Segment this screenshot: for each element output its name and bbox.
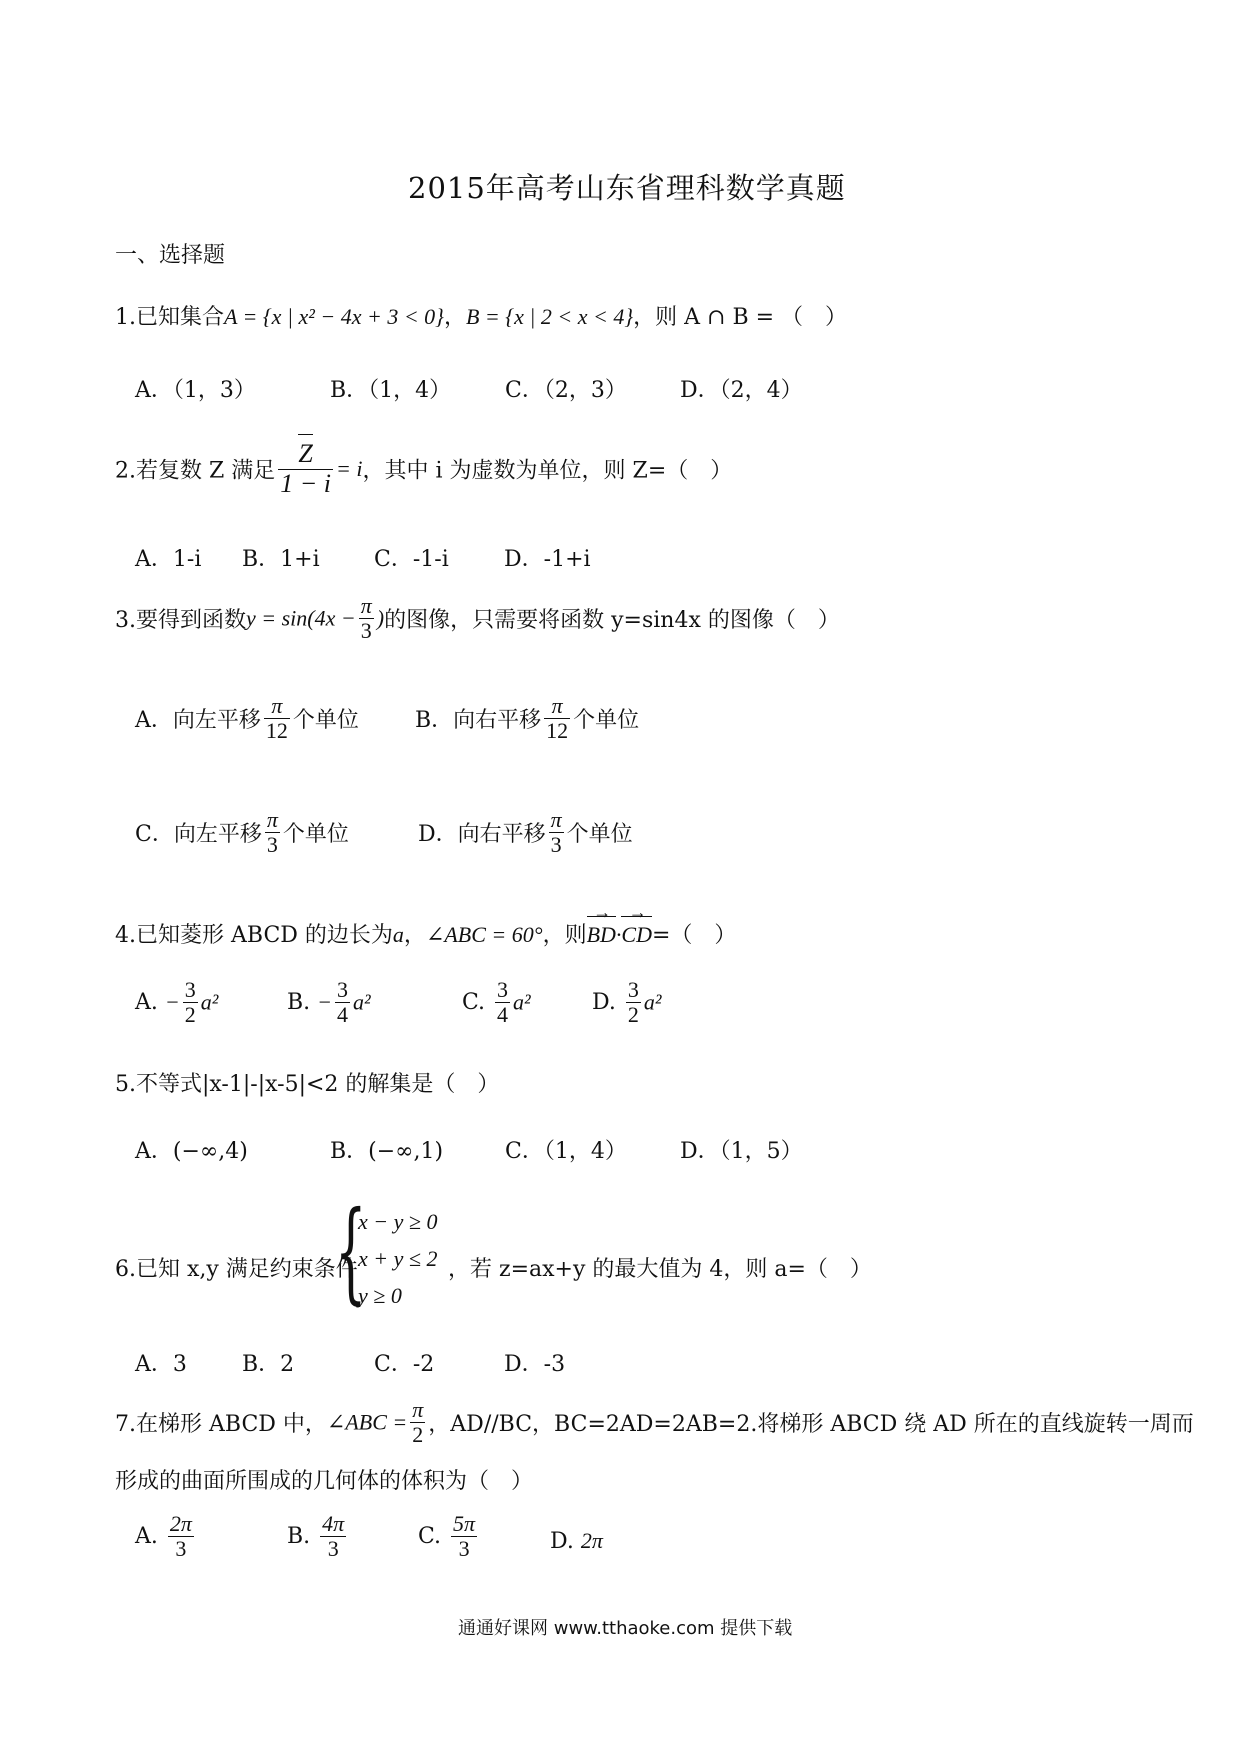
q3-b-num: π bbox=[544, 694, 570, 719]
q3-b-unit: 个单位 bbox=[573, 708, 640, 734]
q2-suffix: ，其中 i 为虚数为单位，则 Z=（ ） bbox=[362, 458, 733, 484]
q3-fraction bbox=[359, 594, 374, 643]
q7-a-fraction bbox=[168, 1512, 194, 1561]
q3-d-label: D．向右平移 bbox=[418, 822, 546, 848]
q1-option-a: A．（1，3） bbox=[135, 378, 256, 403]
q4-vector-bd: BD → bbox=[587, 922, 616, 948]
q4-b-den: 4 bbox=[337, 1002, 349, 1028]
question-7 bbox=[115, 1398, 1194, 1447]
q7-option-d bbox=[550, 1528, 603, 1554]
q4-angle: ∠ABC = 60° bbox=[425, 922, 543, 947]
q3-a-fraction bbox=[264, 694, 290, 743]
q4-b-num: 3 bbox=[337, 977, 349, 1002]
q4-a-num: 3 bbox=[184, 977, 196, 1002]
q4-d-label: D. bbox=[592, 990, 616, 1016]
q4-var: a bbox=[392, 922, 404, 947]
q4-d-var: a² bbox=[643, 989, 662, 1015]
q6-suffix: ，若 z=ax+y 的最大值为 4，则 a=（ ） bbox=[448, 1257, 872, 1282]
q4-mid2: ，则 bbox=[542, 923, 587, 948]
q7-suffix: ，AD//BC，BC=2AD=2AB=2.将梯形 ABCD 绕 AD 所在的直线旋转一周而 bbox=[428, 1412, 1194, 1438]
q6-constraints bbox=[358, 1203, 437, 1314]
q7-a-num: 2π bbox=[169, 1511, 192, 1536]
q4-suffix: =（ ） bbox=[651, 923, 737, 948]
q6-option-c: C．-2 bbox=[374, 1352, 435, 1377]
q3-func-rhs: ) bbox=[376, 605, 385, 631]
q7-prefix: 7.在梯形 ABCD 中， bbox=[115, 1412, 327, 1438]
q3-b-label: B．向右平移 bbox=[415, 708, 542, 734]
q1-option-c: C．（2，3） bbox=[505, 378, 627, 403]
q7-c-num: 5π bbox=[453, 1511, 476, 1536]
q4-vector-cd: CD → bbox=[621, 922, 652, 948]
q4-prefix: 4.已知菱形 ABCD 的边长为 bbox=[115, 923, 393, 948]
q4-c-fraction bbox=[495, 978, 510, 1027]
q3-c-label: C．向左平移 bbox=[135, 822, 262, 848]
q3-prefix: 3.要得到函数 bbox=[115, 608, 246, 634]
q3-d-num: π bbox=[550, 807, 562, 832]
q4-option-b bbox=[287, 978, 371, 1027]
q4-b-label: B. bbox=[287, 990, 311, 1016]
q3-option-a bbox=[135, 694, 359, 743]
q7-angle: ∠ABC = bbox=[326, 1409, 408, 1435]
q7-option-b bbox=[287, 1512, 349, 1561]
q4-option-a bbox=[135, 978, 218, 1027]
question-4 bbox=[115, 918, 736, 949]
q7-b-num: 4π bbox=[322, 1511, 345, 1536]
q4-d-num: 3 bbox=[627, 977, 639, 1002]
q3-option-b bbox=[415, 694, 639, 743]
q4-c-var: a² bbox=[513, 989, 531, 1015]
q3-frac-den: 3 bbox=[360, 618, 372, 644]
q4-b-var: a² bbox=[353, 989, 371, 1015]
question-1 bbox=[115, 300, 847, 331]
q7-option-a bbox=[135, 1512, 197, 1561]
q3-c-unit: 个单位 bbox=[282, 822, 349, 848]
q4-c-den: 4 bbox=[497, 1002, 509, 1028]
q3-d-unit: 个单位 bbox=[566, 822, 633, 848]
page-title: 2015年高考山东省理科数学真题 bbox=[408, 171, 846, 205]
q3-suffix: 的图像，只需要将函数 y=sin4x 的图像（ ） bbox=[384, 608, 840, 634]
q3-c-den: 3 bbox=[266, 832, 278, 858]
q3-d-fraction bbox=[549, 808, 564, 857]
q7-b-den: 3 bbox=[327, 1536, 339, 1562]
q1-comma: ， bbox=[443, 305, 466, 330]
q4-a-fraction bbox=[183, 978, 198, 1027]
q4-a-sign: − bbox=[164, 989, 180, 1015]
q7-b-label: B. bbox=[287, 1524, 311, 1550]
q5-option-b: B．(−∞,1) bbox=[330, 1139, 444, 1164]
q2-option-b: B．1+i bbox=[242, 547, 320, 572]
q7-c-den: 3 bbox=[458, 1536, 470, 1562]
q6-prefix: 6.已知 x,y 满足约束条件 bbox=[115, 1257, 358, 1282]
q7-line-2: 形成的曲面所围成的几何体的体积为（ ） bbox=[115, 1469, 534, 1494]
q3-frac-num: π bbox=[360, 593, 372, 618]
q7-d-label: D. bbox=[550, 1529, 574, 1554]
q3-b-den: 12 bbox=[546, 718, 569, 744]
q7-option-c bbox=[418, 1512, 480, 1561]
q3-func-lhs: y = sin(4x − bbox=[246, 605, 356, 631]
q4-d-fraction bbox=[626, 978, 641, 1027]
q3-a-label: A．向左平移 bbox=[135, 708, 261, 734]
q2-option-a: A．1-i bbox=[135, 547, 202, 572]
q1-option-b: B．（1，4） bbox=[330, 378, 452, 403]
section-heading: 一、选择题 bbox=[115, 243, 226, 268]
q4-a-label: A. bbox=[135, 990, 158, 1016]
q1-set-b: B = {x | 2 < x < 4} bbox=[465, 304, 634, 329]
q4-b-sign: − bbox=[317, 989, 333, 1015]
q6-constraint-2: x + y ≤ 2 bbox=[358, 1246, 438, 1271]
q5-option-c: C．（1，4） bbox=[505, 1139, 627, 1164]
q4-dot: · bbox=[615, 922, 622, 947]
q1-option-d: D．（2，4） bbox=[680, 378, 803, 403]
q5-option-a: A．(−∞,4) bbox=[135, 1139, 248, 1164]
q7-c-fraction bbox=[451, 1512, 477, 1561]
q4-mid: ， bbox=[403, 923, 426, 948]
q2-fraction bbox=[278, 440, 333, 498]
q2-eq: = i bbox=[336, 456, 363, 482]
q3-d-den: 3 bbox=[550, 832, 562, 858]
q1-set-a: A = {x | x² − 4x + 3 < 0} bbox=[224, 304, 444, 329]
q5-option-d: D．（1，5） bbox=[680, 1139, 803, 1164]
question-5: 5.不等式|x-1|-|x-5|<2 的解集是（ ） bbox=[115, 1072, 500, 1097]
q2-option-d: D．-1+i bbox=[504, 547, 591, 572]
q4-c-label: C. bbox=[462, 990, 486, 1016]
q6-option-b: B．2 bbox=[242, 1352, 295, 1377]
q2-frac-den: 1 − i bbox=[280, 468, 332, 498]
q2-option-c: C．-1-i bbox=[374, 547, 449, 572]
q6-brace: { bbox=[335, 1187, 367, 1315]
q2-frac-num: Z bbox=[298, 439, 313, 468]
q4-b-fraction bbox=[335, 978, 350, 1027]
question-3 bbox=[115, 594, 840, 643]
q2-prefix: 2.若复数 Z 满足 bbox=[115, 458, 276, 484]
q1-prefix: 1.已知集合 bbox=[115, 305, 224, 330]
q6-option-d: D．-3 bbox=[504, 1352, 566, 1377]
q7-b-fraction bbox=[320, 1512, 346, 1561]
q7-a-label: A. bbox=[135, 1524, 158, 1550]
q4-a-den: 2 bbox=[184, 1002, 196, 1028]
q7-fraction bbox=[410, 1398, 425, 1447]
q4-d-den: 2 bbox=[627, 1002, 639, 1028]
q3-b-fraction bbox=[544, 694, 570, 743]
q3-c-fraction bbox=[265, 808, 280, 857]
footer-source: 通通好课网 www.tthaoke.com 提供下载 bbox=[458, 1618, 793, 1639]
q7-frac-num: π bbox=[412, 1397, 424, 1422]
q6-constraint-3: y ≥ 0 bbox=[358, 1283, 402, 1308]
q7-d-value: 2π bbox=[580, 1528, 603, 1553]
q7-a-den: 3 bbox=[175, 1536, 187, 1562]
q3-c-num: π bbox=[266, 807, 278, 832]
question-2 bbox=[115, 440, 732, 498]
q3-a-num: π bbox=[264, 694, 290, 719]
q3-a-den: 12 bbox=[265, 718, 288, 744]
q3-option-d bbox=[418, 808, 633, 857]
q7-frac-den: 2 bbox=[412, 1422, 424, 1448]
q4-option-c bbox=[462, 978, 531, 1027]
q6-constraint-1: x − y ≥ 0 bbox=[358, 1209, 438, 1234]
q4-a-var: a² bbox=[200, 989, 219, 1015]
q7-c-label: C. bbox=[418, 1524, 442, 1550]
q4-c-num: 3 bbox=[497, 977, 509, 1002]
q1-suffix: ，则 A ∩ B = （ ） bbox=[633, 305, 848, 330]
q3-option-c bbox=[135, 808, 349, 857]
q4-option-d bbox=[592, 978, 661, 1027]
q6-option-a: A．3 bbox=[135, 1352, 187, 1377]
q3-a-unit: 个单位 bbox=[292, 708, 359, 734]
